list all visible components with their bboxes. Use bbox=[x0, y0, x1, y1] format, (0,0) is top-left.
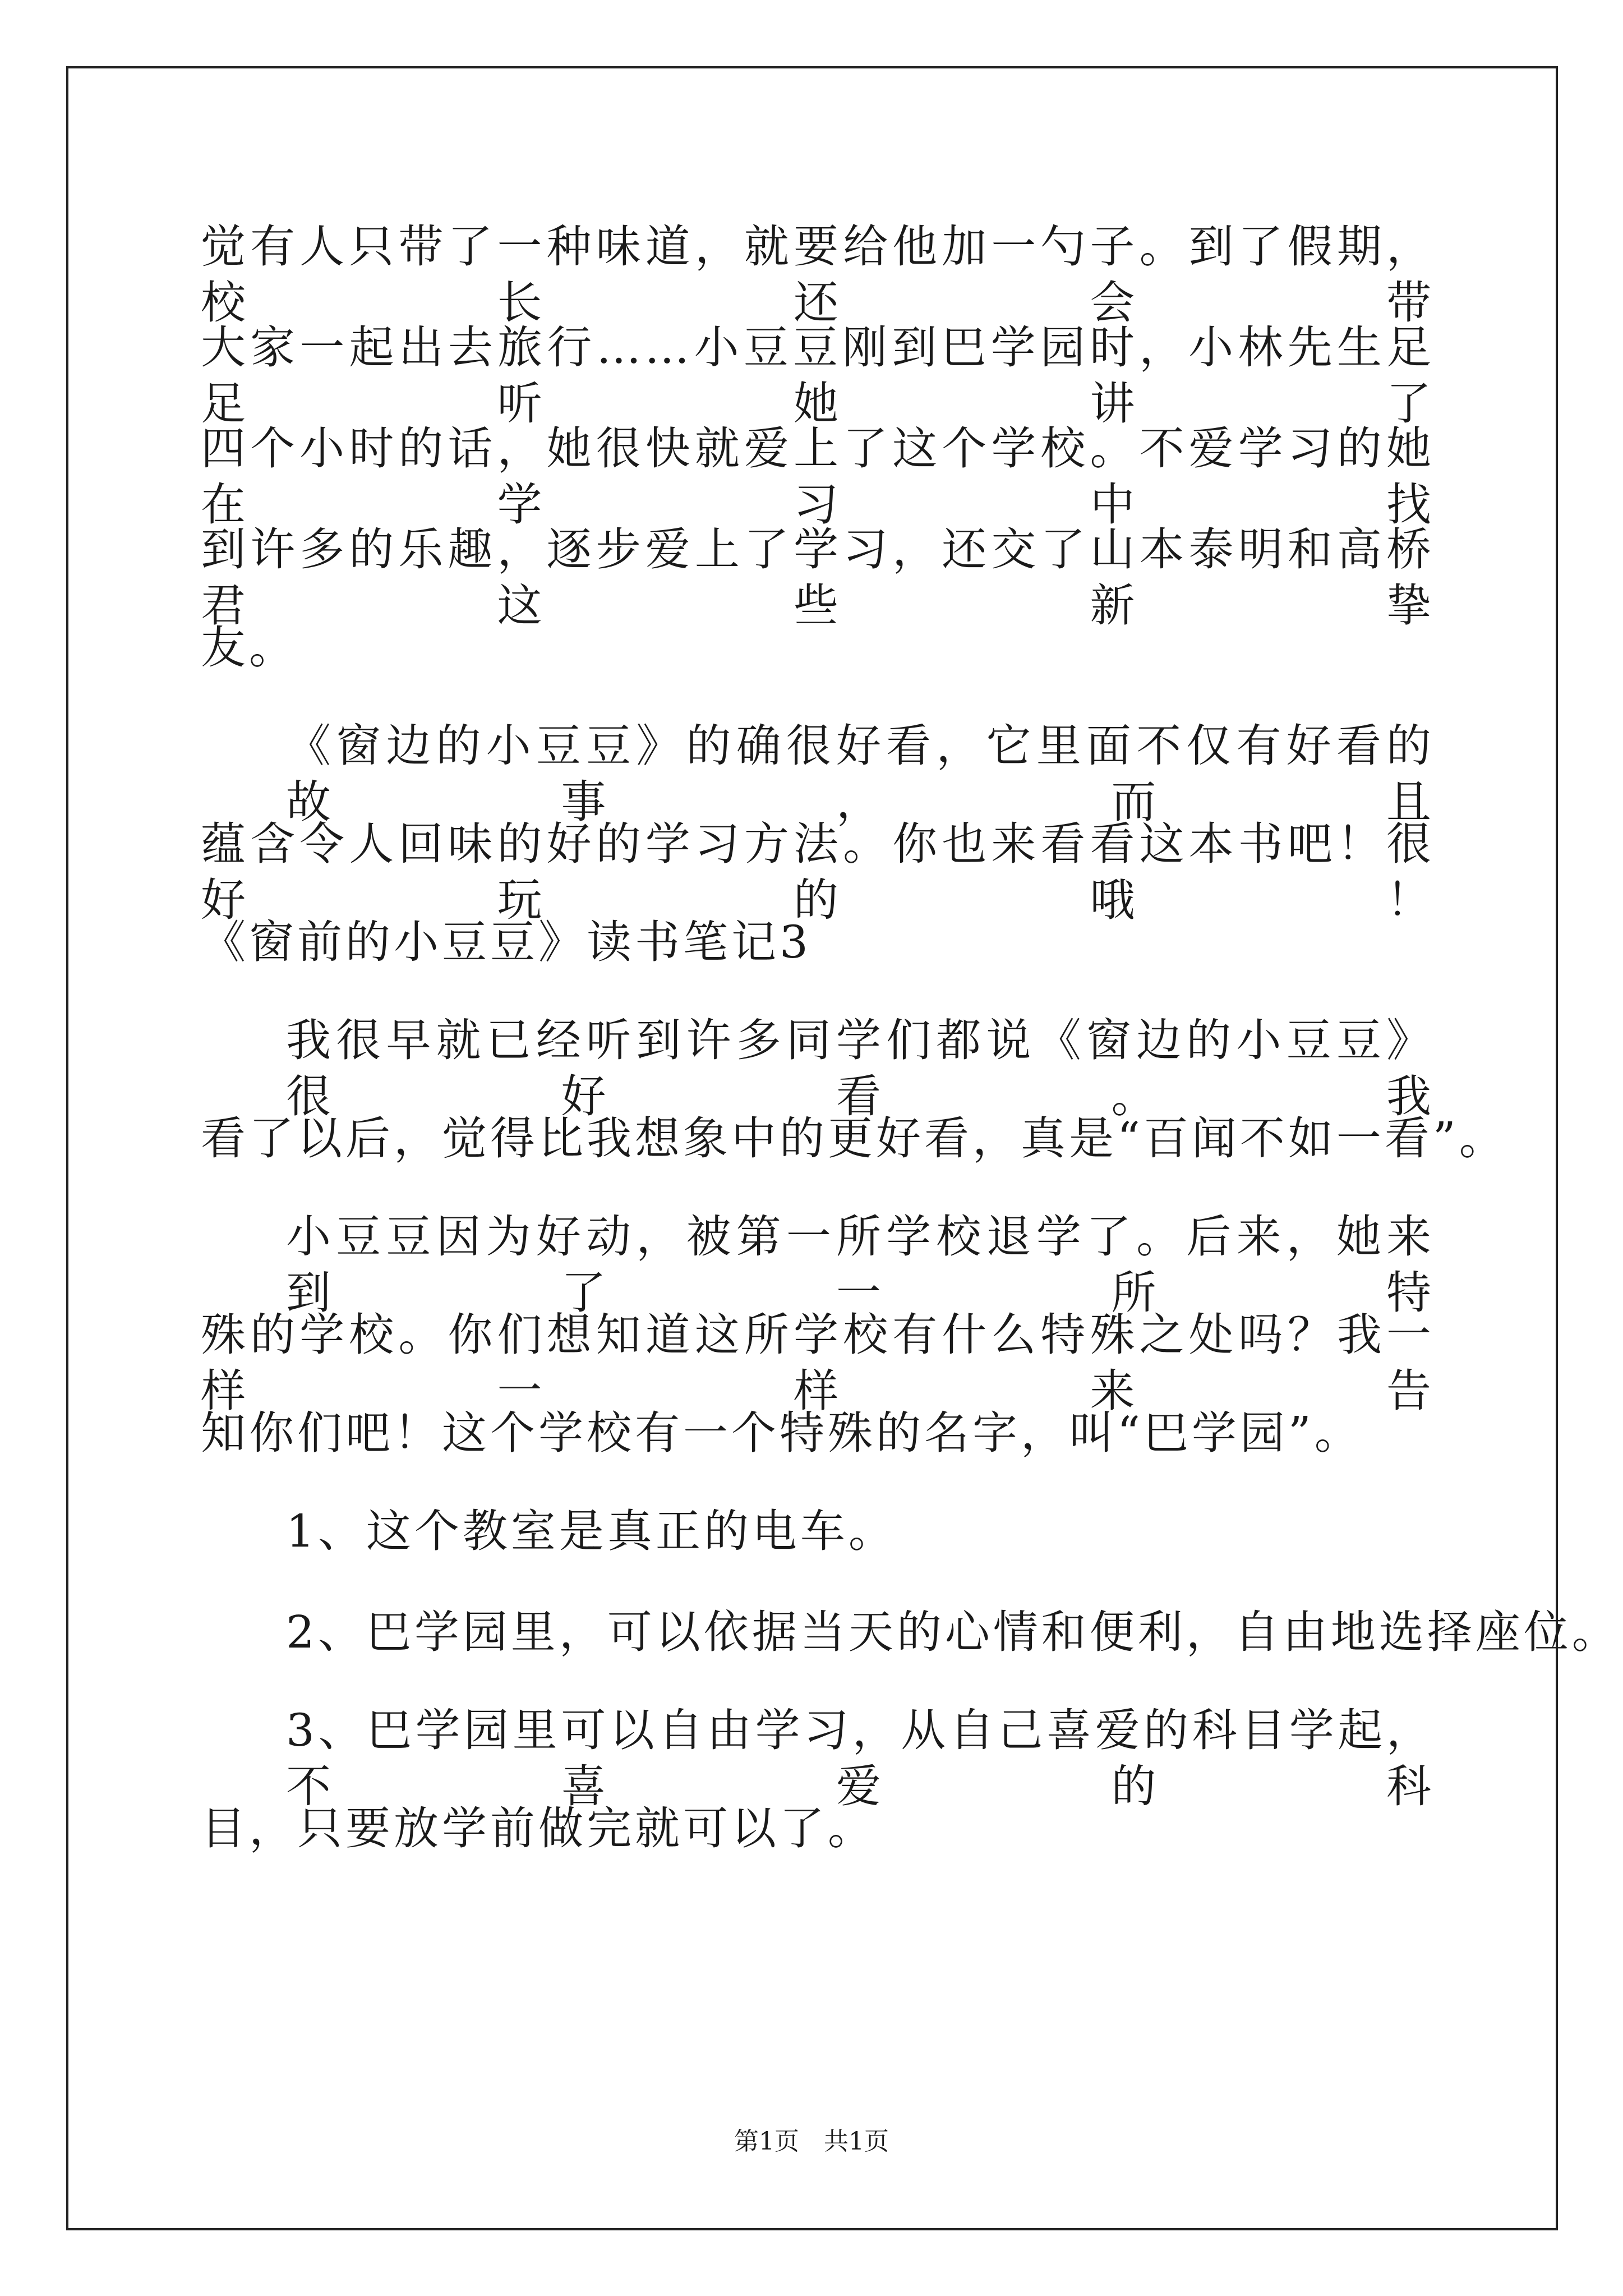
list-item: 1、这个教室是真正的电车。 bbox=[286, 1505, 897, 1557]
text-line: 知你们吧！这个学校有一个特殊的名字，叫“巴学园”。 bbox=[201, 1407, 1363, 1459]
text-line: 友。 bbox=[201, 622, 297, 674]
text-line: 蕴含令人回味的好的学习方法。你也来看看这本书吧！很好玩的哦！ bbox=[201, 818, 1435, 926]
list-item: 3、巴学园里可以自由学习，从自己喜爱的科目学起，不喜爱的科 bbox=[286, 1704, 1435, 1812]
paragraph-first-line: 我很早就已经听到许多同学们都说《窗边的小豆豆》很好看。我 bbox=[286, 1014, 1435, 1122]
section-heading: 《窗前的小豆豆》读书笔记3 bbox=[201, 916, 811, 968]
paragraph-first-line: 《窗边的小豆豆》的确很好看，它里面不仅有好看的故事，而且 bbox=[286, 720, 1435, 828]
page-footer: 第1页 共1页 bbox=[734, 2127, 889, 2156]
text-line: 四个小时的话，她很快就爱上了这个学校。不爱学习的她在学习中找 bbox=[201, 422, 1435, 531]
paragraph-first-line: 小豆豆因为好动，被第一所学校退学了。后来，她来到了一所特 bbox=[286, 1211, 1435, 1319]
text-line: 觉有人只带了一种味道，就要给他加一勺子。到了假期，校长还会带 bbox=[201, 220, 1435, 329]
text-line: 到许多的乐趣，逐步爱上了学习，还交了山本泰明和高桥君这些新挚 bbox=[201, 523, 1435, 632]
text-line: 看了以后，觉得比我想象中的更好看，真是“百闻不如一看”。 bbox=[201, 1112, 1507, 1165]
text-line: 目，只要放学前做完就可以了。 bbox=[201, 1802, 876, 1855]
text-line: 大家一起出去旅行……小豆豆刚到巴学园时，小林先生足足听她讲了 bbox=[201, 321, 1435, 430]
text-line: 殊的学校。你们想知道这所学校有什么特殊之处吗？我一样一样来告 bbox=[201, 1309, 1435, 1417]
list-item: 2、巴学园里，可以依据当天的心情和便利，自由地选择座位。 bbox=[286, 1606, 1620, 1658]
